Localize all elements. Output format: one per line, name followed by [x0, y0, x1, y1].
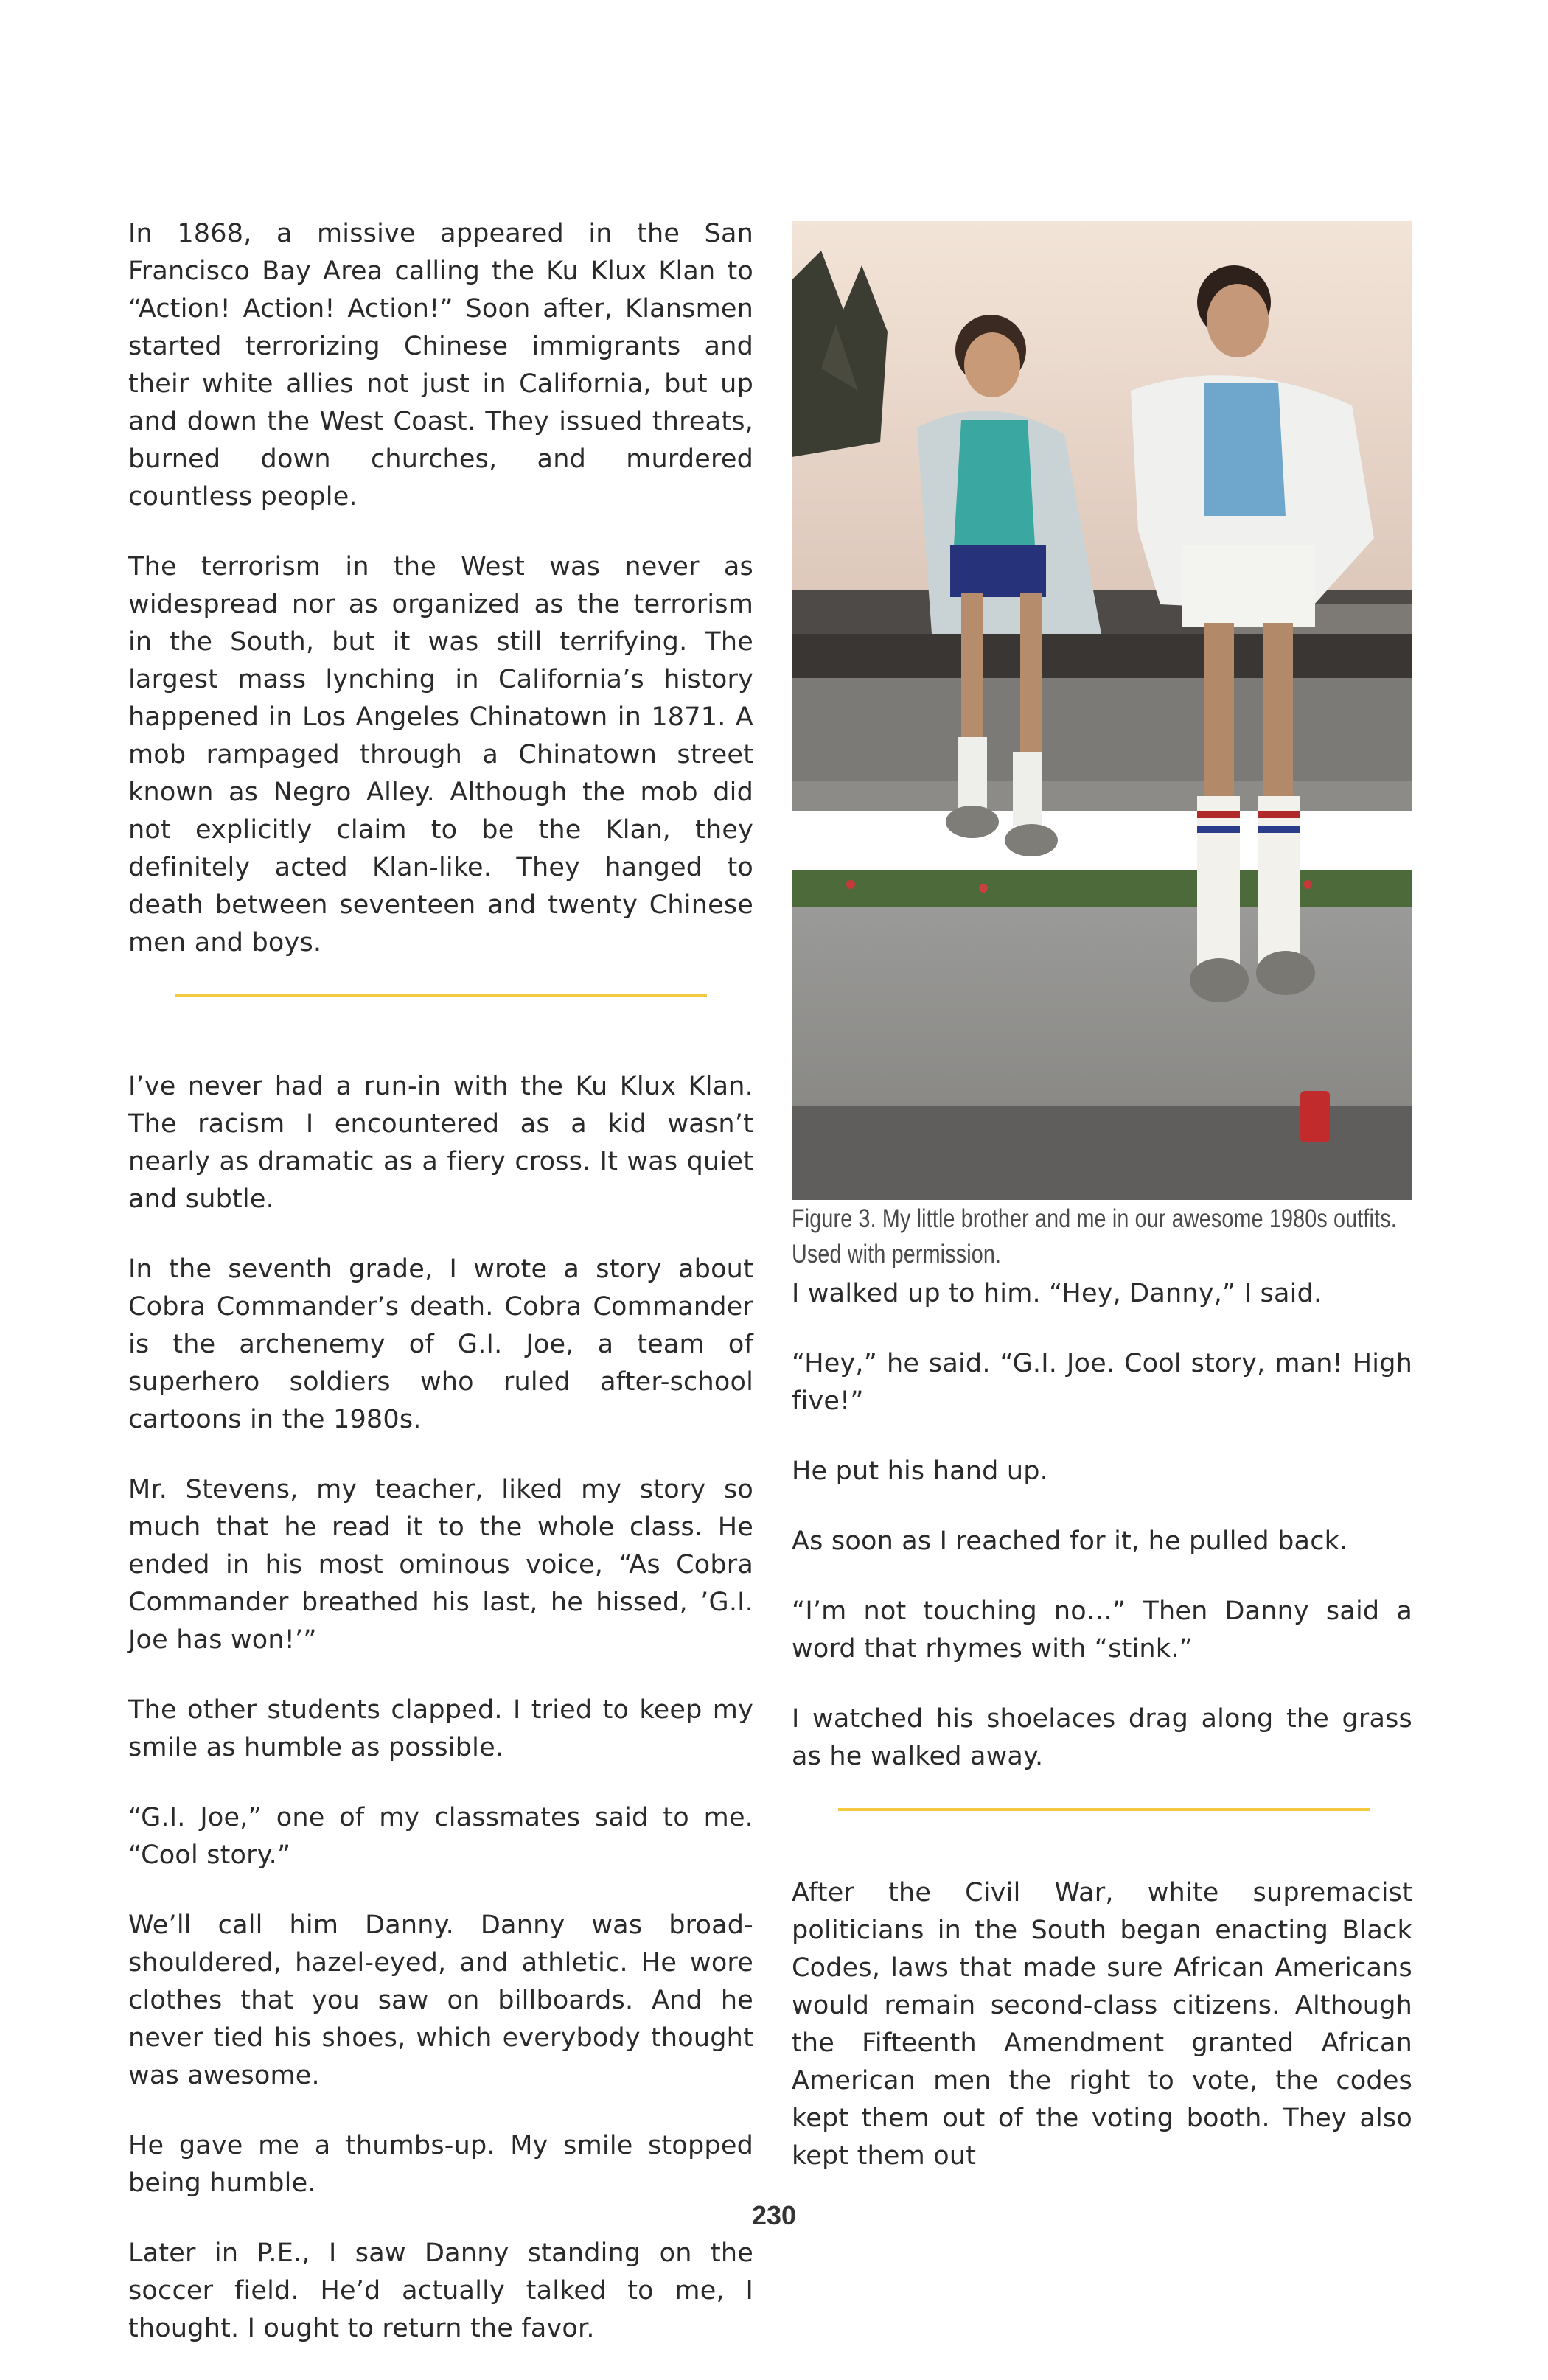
right-column	[792, 221, 1412, 2208]
paragraph: I’ve never had a run-in with the Ku Klux Klan. The racism I encountered as a kid wasn’t nearly as dramatic as a fiery cross. It was quiet and subtle.	[128, 1072, 753, 1214]
paragraph: In the seventh grade, I wrote a story about Cobra Commander’s death. Cobra Commander is the archenemy of G.I. Joe, a team of superhero soldiers who ruled after-school cartoons in the 1980s.	[128, 1254, 753, 1434]
paragraph: As soon as I reached for it, he pulled back.	[792, 1526, 1348, 1556]
paragraph: The terrorism in the West was never as widespread nor as organized as the terrorism in the South, but it was still terrifying. The largest mass lynching in California’s history happened in Los Angeles Chinatown in 1871. A mob rampaged through a Chinatown street known as Negro Alley. Although the mob did not explicitly claim to be the Klan, they definitely acted Klan-like. They hanged to death between seventeen and twenty Chinese men and boys.	[128, 552, 753, 957]
paragraph: Mr. Stevens, my teacher, liked my story so much that he read it to the whole class. He ended in his most ominous voice, “As Cobra Commander breathed his last, he hissed, ’G.I. Joe has won!’”	[128, 1475, 753, 1655]
paragraph: We’ll call him Danny. Danny was broad-shouldered, hazel-eyed, and athletic. He wore clothes that you saw on billboards. And he never tied his shoes, which everybody thought was awesome.	[128, 1910, 753, 2090]
photo-brothers-1980s	[792, 221, 1412, 1200]
paragraph: “I’m not touching no…” Then Danny said a word that rhymes with “stink.”	[792, 1596, 1412, 1664]
figure-caption-line1: Figure 3. My little brother and me in our awesome 1980s outfits.	[792, 1204, 1397, 1233]
left-column	[128, 215, 753, 2380]
paragraph: In 1868, a missive appeared in the San Francisco Bay Area calling the Ku Klux Klan to “Action! Action! Action!” Soon after, Klansmen started terrorizing Chinese immigrants and their white allies not just in California, but up and down the West Coast. They issued threats, burned down churches, and murdered countless people.	[128, 219, 753, 512]
paragraph: He put his hand up.	[792, 1456, 1048, 1486]
page-number: 230	[751, 2200, 797, 2230]
paragraph: The other students clapped. I tried to keep my smile as humble as possible.	[128, 1695, 753, 1762]
paragraph: After the Civil War, white supremacist politicians in the South began enacting Black Codes, laws that made sure African Americans would remain second-class citizens. Although the Fifteenth Amendment granted African American men the right to vote, the codes kept them out of the voting booth. They also kept them out	[792, 1878, 1412, 2171]
paragraph: “Hey,” he said. “G.I. Joe. Cool story, man! High five!”	[792, 1349, 1412, 1416]
paragraph: He gave me a thumbs-up. My smile stopped being humble.	[128, 2131, 753, 2198]
paragraph: Later in P.E., I saw Danny standing on the soccer field. He’d actually talked to me, I thought. I ought to return the favor.	[128, 2238, 753, 2343]
paragraph: I watched his shoelaces drag along the grass as he walked away.	[792, 1704, 1412, 1771]
paragraph: “G.I. Joe,” one of my classmates said to me. “Cool story.”	[128, 1803, 753, 1870]
paragraph: I walked up to him. “Hey, Danny,” I said.	[792, 1279, 1322, 1308]
figure-caption-line2: Used with permission.	[792, 1240, 1002, 1268]
